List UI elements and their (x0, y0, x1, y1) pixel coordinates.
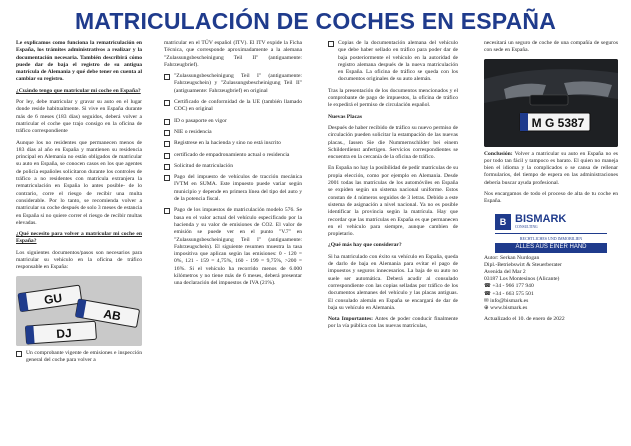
email-icon: ✉ (484, 297, 491, 304)
logo-sub: CONSULTING (515, 224, 538, 229)
checkbox-icon (164, 119, 170, 125)
bullet-item: Solicitud de matriculación (164, 163, 302, 170)
bullet-item: Certificado de conformidad de la UE (también llamado COC) en original (164, 99, 302, 114)
paragraph: Si ha matriculado con éxito su vehículo en España, queda de darlo de baja en Alemania para evitar el pago de impuestos y seguros innecesarios. La baja de su auto no suele ser automática. Deberá acudir al consulado correspondiente con las copias selladas por tráfico de los documentos alemanes del vehículo y las placas antiguas. El consulado alemán en España se encargará de dar de baja su vehículo en Alemania. (328, 253, 458, 311)
car-photo (484, 59, 618, 147)
web-row: ⊕ www.bismark.es (484, 304, 528, 311)
email-row: ✉ info@bismark.es (484, 297, 529, 304)
globe-icon: ⊕ (484, 304, 491, 311)
paragraph: En España no hay la posibilidad de pedir matrículas de su propia elección, como por ejemplo en Alemania. Desde 2001 todas las matrículas de los automóviles en España se expiden según un sistema nacional uniforme. Estos constan de 4 números seguidos de 3 letras. Debido a este sistema de asignación a nivel nacional. Ya no es posible identificar la provincia según la matrícula. Hay que recordar que las matrículas en España es que permanecen en el vehículo para siempre, aunque cambien de propietario. (328, 165, 458, 238)
question-when-register: ¿Cuándo tengo que matricular mi coche en España? (16, 87, 141, 94)
svg-text:AB: AB (102, 306, 123, 324)
phone-row: ☎ +34 - 663 575 501 (484, 290, 534, 297)
bullet-item: NIE o residencia (164, 129, 302, 136)
logo-tagline: RECHTLICHES UND IMMOBILIEN (495, 233, 607, 242)
paragraph: Por ley, debe matricular y gravar su auto en el lugar donde reside habitualmente. Si vive en España durante más de 6 meses (183 días) seguidos, deberá volver a matricular el coche que trajo consigo en la oficina de tráfico correspondiente (16, 99, 142, 135)
checkbox-icon (164, 130, 170, 136)
paragraph: Después de haber recibido de tráfico su nuevo permiso de circulación pueden solicitar la estampación de las nuevas placas., Iassen Sie die Nummernschilder bei einem Schilderdienst anfertigen. Servicios correspondientes se encuentra en la cercanía de la oficina de tráfico. (328, 124, 458, 161)
bullet-item: ID o pasaporte en vigor (164, 118, 302, 125)
license-plates-illustration (16, 276, 142, 346)
bullet-item: Registrese en la hacienda y sino no está inscrito (164, 140, 302, 147)
paragraph: matricular en el TÜV español (ITV). El ITV expide la Ficha Técnica, que corresponde aproximadamente a la alemana "Zulassungsbescheinigung Teil II" (antiguamente: Fahrzeugbrief). (164, 40, 302, 68)
checkbox-icon (164, 208, 170, 214)
paragraph: Nos encargamos de todo el proceso de alta de tu coche en España. (484, 191, 618, 205)
svg-text:DJ: DJ (55, 325, 73, 341)
contact-block (484, 255, 618, 324)
column-1 (16, 40, 142, 368)
author: Autor: Serkan Nurdogan (484, 254, 540, 261)
checkbox-icon (16, 351, 22, 357)
license-plates-photo (16, 276, 142, 346)
intro-paragraph: Le explicamos como funciona la rematriculación en España, los trámites administrativos a realizar y la documentación necesaria. También describirá cómo puede dar de baja el registro de su antigua matrícula de Alemania y qué debe tener en cuenta al cambiar su registro. (16, 40, 142, 83)
updated-date: Actualizado el 10. de enero de 2022 (484, 316, 565, 323)
page-title: MATRICULACIÓN DE COCHES EN ESPAÑA (74, 8, 557, 34)
column-2 (164, 40, 302, 292)
paragraph: Aunque los no residentes que permanecen menos de 183 días al año en España y mantienen su residencia principal en Alemania no están obligados de matricular su auto en España, se conocen casos en los que agentes de policía españoles solicitaron durante los controles de tráfico a no residentes con matrícula extranjera la rematriculación en España lo antes posible- de lo contrario, corre el riesgo de recibir una multa considerable. Por lo tanto, se recomienda volver a matricular su coche después de solo 3 meses de estancia en España si no quiere correr el riesgo de recibir multas elevadas. (16, 139, 142, 226)
checkbox-icon (164, 141, 170, 147)
logo-name: BISMARK (515, 212, 567, 225)
bullet-item: Pago de los impuestos de matriculación modelo 576. Se basa en el valor actual del vehículo especificado por la hacienda y su valor de emisiones de CO2. El valor de emisión se puede ver en el punto "V.7" en "Zulassungsbescheinigung Teil I" (antiguamente: Fahrzeugschein). El siguiente resumen muestra la tasa impositiva que aplican según las emisiones: 0 - 120 = 0%, 121 - 159 = 4,75%, 160 - 199 = 9,75%, >200 = 16%. Si el vehículo ha recorrido menos de 6.000 kilómetros y no tiene más de 6 meses, deberá presentar una declaración del impuestos de IVA (21%). (164, 207, 302, 287)
phone-row: ☎ +34 - 966 177 940 (484, 283, 534, 290)
paragraph: necesitará un seguro de coche de una compañía de seguros con sede en España. (484, 40, 618, 54)
checkbox-icon (164, 175, 170, 181)
plate-text: M G 5387 (531, 115, 585, 130)
svg-text:GU: GU (43, 290, 63, 307)
bullet-item: Pago del impuesto de vehículos de tracción mecánica IVTM en SUMA. Este impuesto puede variar según municipio y depende en primera línea del tipo del auto y de la potencia fiscal. (164, 174, 302, 203)
paragraph: Los siguientes documentos/pasos son necesarios para matricular su vehículo en la oficina de tráfico responsable en España: (16, 249, 142, 271)
phone-icon: ☎ (484, 283, 493, 290)
checkbox-icon (164, 74, 170, 80)
checkbox-icon (164, 100, 170, 106)
bullet-item: Un comprobante vigente de emisiones e inspección general del coche para volver a (16, 350, 142, 365)
column-4 (484, 40, 618, 323)
note-paragraph: Nota Importantes: Antes de poder conducir finalmente por la vía pública con las nuevas matrículas, (328, 316, 459, 330)
bullet-item: certificado de empadronamiento actual o residencia (164, 152, 302, 159)
logo-banner: ALLES AUS EINER HAND (495, 243, 607, 252)
column-3 (328, 40, 458, 335)
city: 03187 Los Montesinos (Alicante) (484, 276, 560, 283)
bullet-item: Copias de la documentación alemana del vehículo que debe haber sellado en tráfico para poder dar de baja posteriormente el vehículo en la autoridad de registro alemana después de la nueva matriculación en España. La oficina de tráfico se queda con los documentos originales de su auto alemán. (328, 40, 458, 84)
author-role: Dipl.-Betriebswirt & Steuerberater (484, 261, 562, 268)
question-what-needed: ¿Qué necesito para volver a matricular mi coche en España? (16, 231, 142, 245)
phone-icon: ☎ (484, 290, 493, 297)
car-illustration (484, 59, 618, 147)
question-what-else: ¿Qué más hay que considerar? (328, 242, 402, 249)
conclusion-paragraph: Conclusión: Volver a matricular su auto en España no es por todo tan fácil y tampoco es barato. El quien no maneja bien el idioma y la complicados o se cansa de rellenar formularios, del tiempo de espera en las administraciones debería buscar ayuda profesional. (484, 150, 618, 186)
street: Avenida del Mar 2 (484, 268, 526, 275)
bullet-item: "Zulassungsbescheinigung Teil I" (antiguamente: Fahrzeugschein) y "Zulassungsbescheinigung Teil II" (antiguamente: Fahrzeugbrief) en original (164, 73, 302, 95)
logo-mark-icon: B (495, 214, 511, 230)
checkbox-icon (164, 153, 170, 159)
checkbox-icon (164, 164, 170, 170)
paragraph: Tras la presentación de los documentos mencionados y el comprobante de pago de impuestos, la oficina de tráfico le expedirá el permiso de circulación español. (328, 87, 458, 109)
section-heading-new-plates: Nuevas Placas (328, 113, 363, 120)
checkbox-icon (328, 41, 334, 47)
company-logo (495, 214, 607, 253)
